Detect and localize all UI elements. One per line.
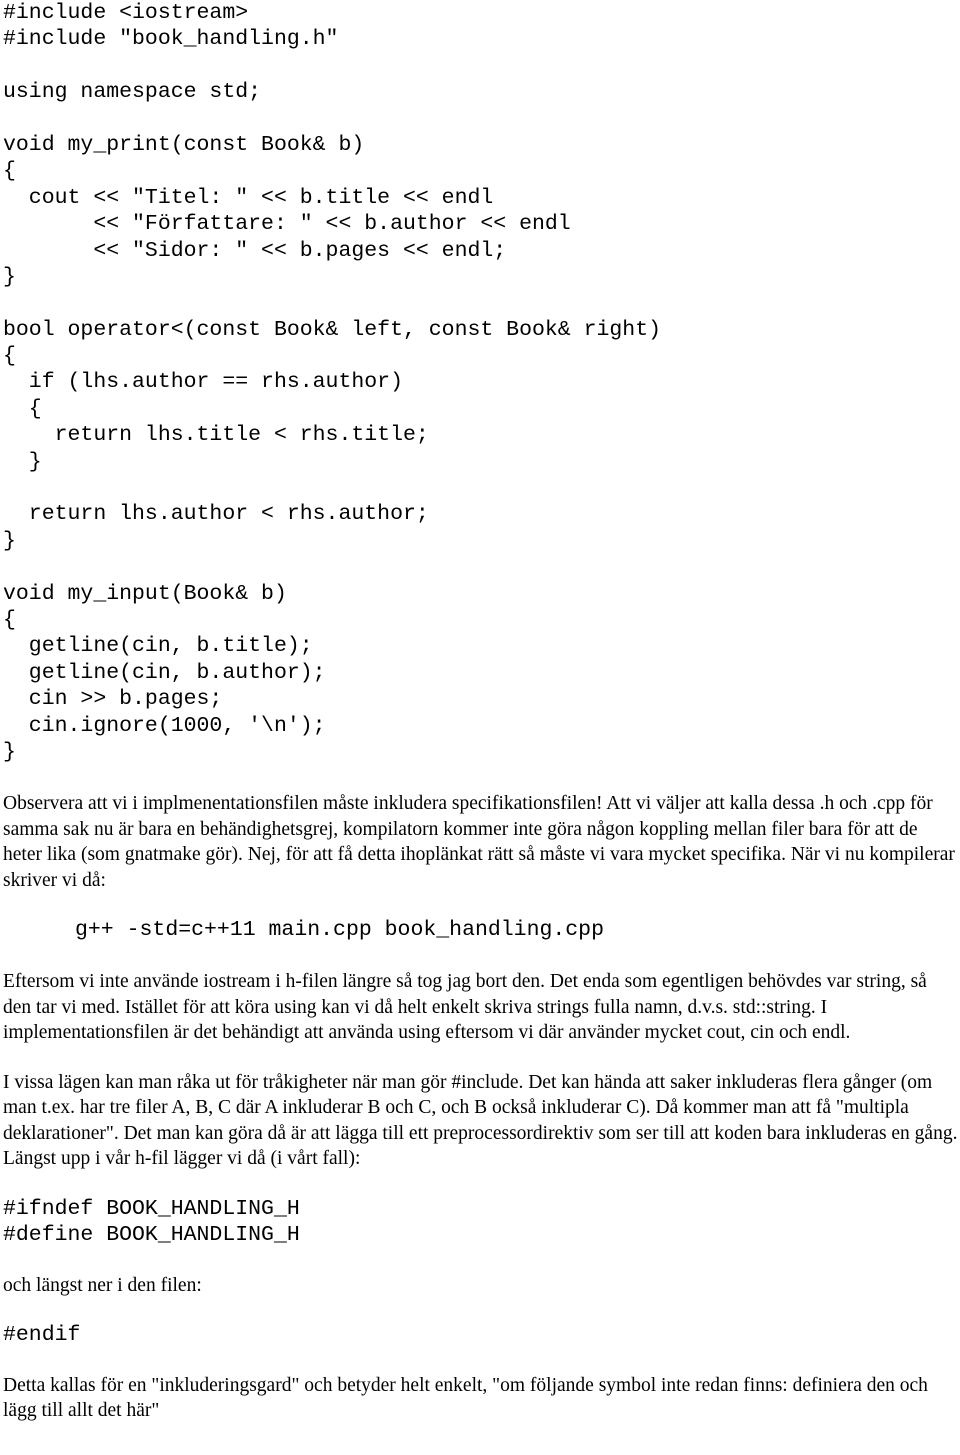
code-line: }: [3, 739, 16, 764]
code-line: bool operator<(const Book& left, const Book& right): [3, 317, 662, 342]
paragraph-end-of-file: och längst ner i den filen:: [3, 1274, 202, 1296]
code-line: #define BOOK_HANDLING_H: [3, 1223, 300, 1248]
code-endif: [3, 1322, 958, 1348]
code-line: {: [3, 159, 16, 184]
code-line: return lhs.title < rhs.title;: [3, 423, 429, 448]
code-line: void my_print(const Book& b): [3, 132, 365, 157]
code-line: [3, 53, 958, 79]
code-line: #ifndef BOOK_HANDLING_H: [3, 1196, 300, 1221]
code-line: cin >> b.pages;: [3, 687, 223, 712]
code-line: #endif: [3, 1323, 81, 1348]
code-line: cout << "Titel: " << b.title << endl: [3, 185, 494, 210]
code-line: }: [3, 264, 16, 289]
code-line: [3, 106, 958, 132]
paragraph-include-note: Observera att vi i implmenentationsfilen måste inkludera specifikationsfilen! Att vi väljer att kalla dessa .h och .cpp för samma sak nu är bara en behändighetsgrej, kompilatorn kommer inte göra någon koppling mellan filer bara för att de heter lika (som gnatmake gör). Nej, för att få detta ihoplänkat rätt så måste vi vara mycket specifika. När vi nu kompilerar skriver vi då:: [3, 793, 955, 891]
code-line: {: [3, 344, 16, 369]
code-line: getline(cin, b.author);: [3, 660, 326, 685]
code-line: << "Författare: " << b.author << endl: [3, 212, 571, 237]
code-line: return lhs.author < rhs.author;: [3, 502, 429, 527]
code-line: getline(cin, b.title);: [3, 634, 313, 659]
code-line: [3, 290, 958, 316]
code-line: [3, 475, 958, 501]
code-line: #include "book_handling.h": [3, 27, 339, 52]
code-line: }: [3, 449, 42, 474]
code-line: if (lhs.author == rhs.author): [3, 370, 403, 395]
code-line: [3, 554, 958, 580]
code-line: << "Sidor: " << b.pages << endl;: [3, 238, 507, 263]
paragraph-iostream-note: Eftersom vi inte använde iostream i h-filen längre så tog jag bort den. Det enda som egentligen behövdes var string, så den tar vi med. Istället för att köra using kan vi då helt enkelt skriva strings fulla namn, d.v.s. std::string. I implementationsfilen är det behändigt att använda using eftersom vi där använder mycket cout, cin och endl.: [3, 971, 927, 1044]
paragraph-include-guard-explanation: Detta kallas för en "inkluderingsgard" och betyder helt enkelt, "om följande symbol inte redan finns: definiera den och lägg till allt det här": [3, 1374, 928, 1421]
compile-command: g++ -std=c++11 main.cpp book_handling.cpp: [75, 918, 604, 943]
code-line: void my_input(Book& b): [3, 581, 287, 606]
code-line: cin.ignore(1000, '\n');: [3, 713, 326, 738]
code-line: #include <iostream>: [3, 1, 249, 25]
document-page: [3, 0, 958, 1424]
code-block-main: [3, 0, 958, 765]
code-line: {: [3, 607, 16, 632]
code-line: using namespace std;: [3, 80, 262, 105]
code-block-guard: [3, 1196, 958, 1249]
code-line: }: [3, 528, 16, 553]
code-line: {: [3, 396, 42, 421]
paragraph-include-guard-intro: I vissa lägen kan man råka ut för tråkigheter när man gör #include. Det kan hända att saker inkluderas flera gånger (om man t.ex. har tre filer A, B, C där A inkluderar B och C, och B också inkluderar C). Då kommer man att få "multipla deklarationer". Det man kan göra då är att lägga till ett preprocessordirektiv som ser till att koden bara inkluderas en gång. Längst upp i vår h-fil lägger vi då (i vårt fall):: [3, 1071, 958, 1170]
